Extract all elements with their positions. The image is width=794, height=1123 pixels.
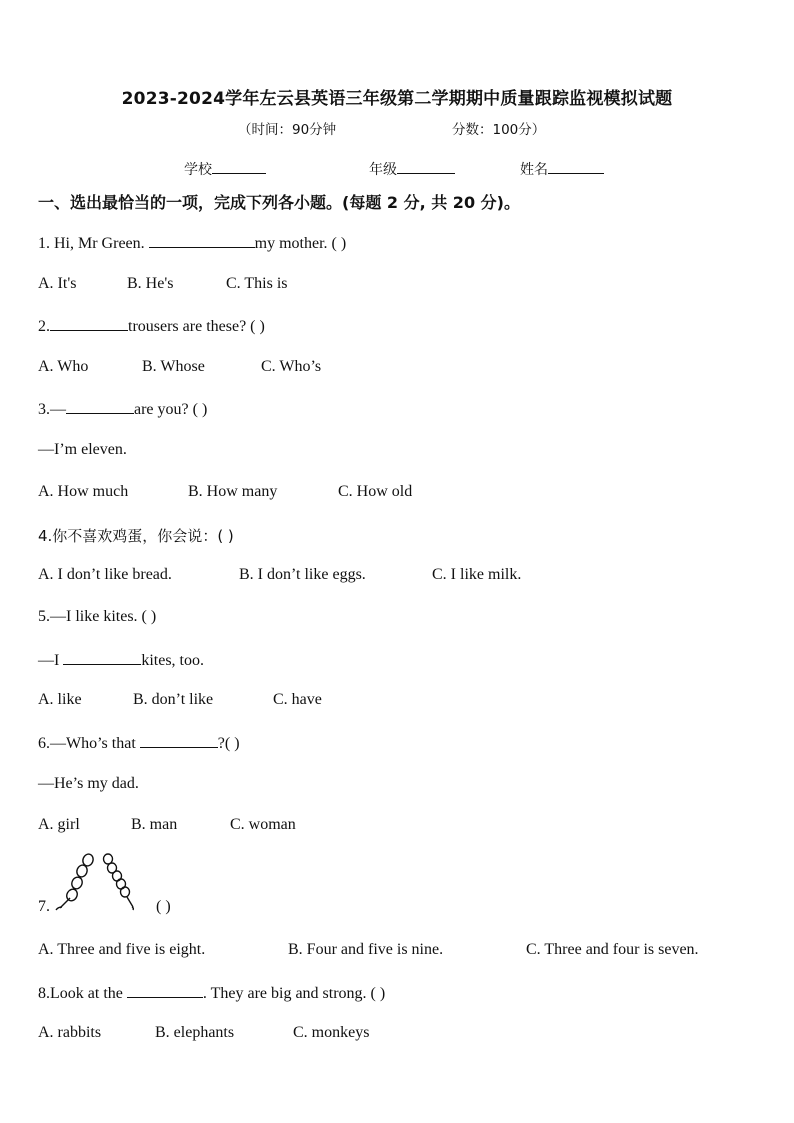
question-4: 4.你不喜欢鸡蛋，你会说：( ) [38, 527, 234, 545]
q7-option-a[interactable]: A. Three and five is eight. [38, 941, 206, 958]
name-label: 姓名 [520, 162, 548, 178]
q6-option-a[interactable]: A. girl [38, 816, 80, 833]
question-5-reply-start: —I [38, 652, 64, 669]
question-6-text-end: ?( ) [217, 735, 240, 752]
question-2-text: trousers are these? ( ) [128, 318, 265, 335]
q5-option-b[interactable]: B. don’t like [133, 691, 214, 708]
school-field[interactable] [184, 159, 266, 179]
q7-option-b[interactable]: B. Four and five is nine. [288, 941, 444, 958]
q4-option-b[interactable]: B. I don’t like eggs. [239, 566, 366, 583]
q6-option-c[interactable]: C. woman [230, 816, 296, 833]
q8-option-a[interactable]: A. rabbits [38, 1024, 102, 1041]
q4-option-a[interactable]: A. I don’t like bread. [38, 566, 172, 583]
page-title: 2023-2024学年左云县英语三年级第二学期期中质量跟踪监视模拟试题 [121, 89, 673, 109]
exam-time: （时间：90分钟 [238, 122, 337, 138]
grade-label: 年级 [369, 162, 397, 178]
question-6-text: 6.—Who’s that [38, 735, 140, 752]
question-8-blank[interactable] [127, 983, 203, 998]
question-6-blank[interactable] [140, 733, 218, 748]
q6-option-b[interactable]: B. man [131, 816, 178, 833]
q3-option-c[interactable]: C. How old [338, 483, 413, 500]
question-1 [38, 233, 346, 253]
q2-option-a[interactable]: A. Who [38, 358, 89, 375]
name-blank[interactable] [548, 159, 604, 174]
question-5-reply [38, 650, 204, 670]
question-1-text: 1. Hi, Mr Green. [38, 235, 149, 252]
question-5: 5.—I like kites. ( ) [38, 608, 157, 625]
q8-option-b[interactable]: B. elephants [155, 1024, 235, 1041]
q3-option-b[interactable]: B. How many [188, 483, 278, 500]
question-5-blank[interactable] [63, 650, 141, 665]
question-2 [38, 316, 265, 336]
school-label: 学校 [184, 162, 212, 178]
q2-option-b[interactable]: B. Whose [142, 358, 205, 375]
name-field[interactable] [520, 159, 604, 179]
school-blank[interactable] [212, 159, 266, 174]
question-8-text-end: . They are big and strong. ( ) [202, 985, 386, 1002]
question-8 [38, 983, 385, 1003]
question-2-blank[interactable] [50, 316, 128, 331]
section-heading: 一、选出最恰当的一项，完成下列各小题。(每题 2 分, 共 20 分)。 [38, 193, 520, 212]
question-2-number: 2. [38, 318, 50, 335]
question-3-answer: —I’m eleven. [38, 441, 127, 458]
question-5-reply-end: kites, too. [141, 652, 204, 669]
question-3 [38, 399, 207, 419]
q1-option-a[interactable]: A. It's [38, 275, 77, 292]
skewer-right-icon [104, 854, 134, 910]
q4-option-c[interactable]: C. I like milk. [432, 566, 522, 583]
q1-option-b[interactable]: B. He's [127, 275, 174, 292]
question-1-blank[interactable] [149, 233, 255, 248]
question-1-text-end: my mother. ( ) [254, 235, 347, 252]
skewer-left-icon [56, 853, 95, 910]
question-7-bracket: ( ) [156, 898, 171, 915]
q3-option-a[interactable]: A. How much [38, 483, 129, 500]
q5-option-a[interactable]: A. like [38, 691, 82, 708]
question-6 [38, 733, 240, 753]
question-3-text: are you? ( ) [134, 401, 208, 418]
question-7-number: 7. [38, 898, 50, 915]
question-3-number: 3.— [38, 401, 66, 418]
q2-option-c[interactable]: C. Who’s [261, 358, 322, 375]
question-8-text: 8.Look at the [38, 985, 127, 1002]
q1-option-c[interactable]: C. This is [226, 275, 288, 292]
question-3-blank[interactable] [66, 399, 134, 414]
question-6-answer: —He’s my dad. [38, 775, 139, 792]
exam-score: 分数：100分） [452, 122, 546, 138]
q8-option-c[interactable]: C. monkeys [293, 1024, 370, 1041]
q5-option-c[interactable]: C. have [273, 691, 322, 708]
q7-option-c[interactable]: C. Three and four is seven. [526, 941, 699, 958]
grade-blank[interactable] [397, 159, 455, 174]
skewers-picture [54, 852, 138, 912]
grade-field[interactable] [369, 159, 455, 179]
